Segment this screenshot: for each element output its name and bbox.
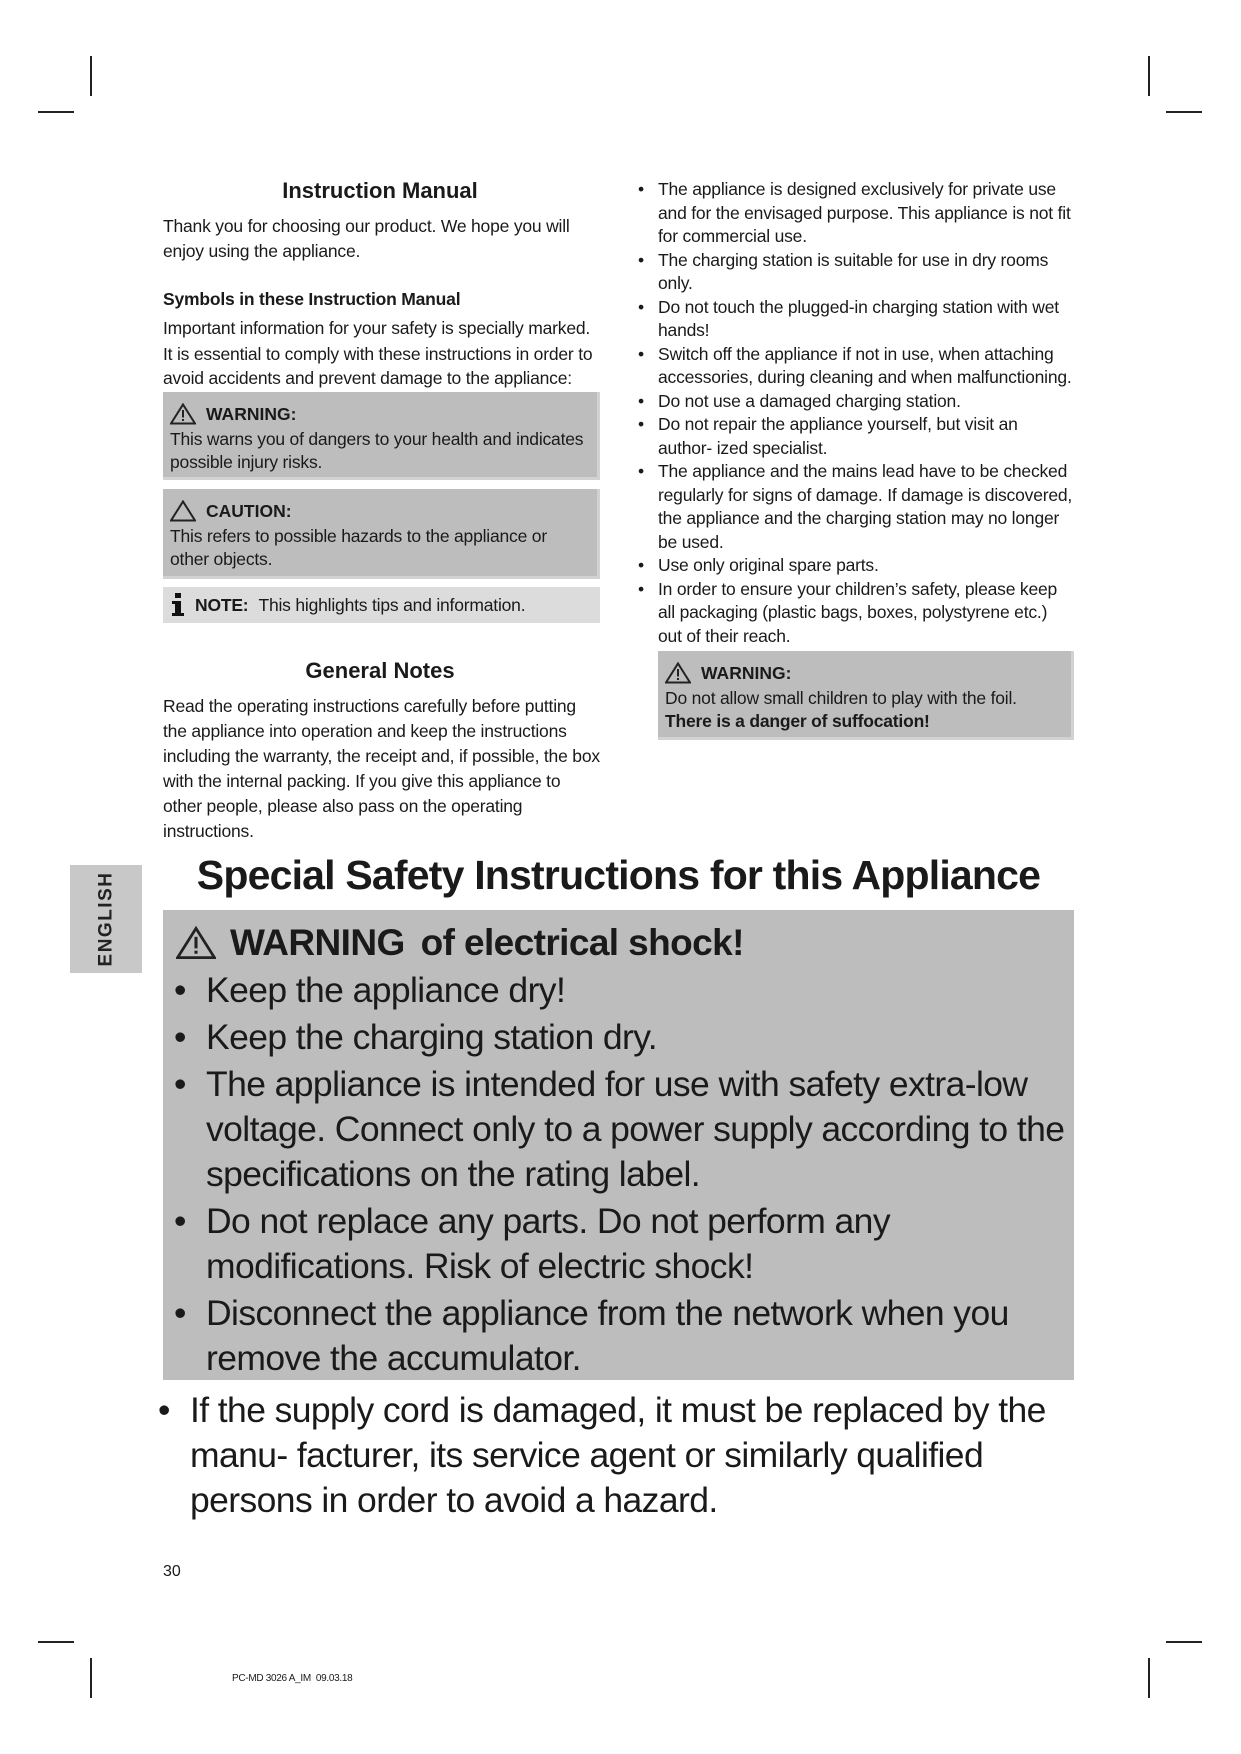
- electrical-warning-heading: [176, 922, 744, 964]
- foil-warning-line1: Do not allow small children to play with the foil.: [665, 688, 1017, 708]
- list-item: • Use only original spare parts.: [633, 554, 1073, 578]
- list-item: • Do not replace any parts. Do not perform any modifications. Risk of electric shock!: [166, 1199, 1071, 1289]
- crop-mark: [1148, 56, 1150, 96]
- list-item: • Keep the charging station dry.: [166, 1015, 1071, 1060]
- warning-triangle-icon: [665, 662, 691, 684]
- foil-warning-label: WARNING:: [701, 662, 792, 683]
- list-item: • The appliance and the mains lead have to be checked regularly for signs of damage. If damage is discovered, the appliance and the charging station may no longer be used.: [633, 460, 1073, 554]
- list-item: • Do not touch the plugged-in charging station with wet hands!: [633, 296, 1073, 343]
- electrical-warning-list: [166, 968, 1071, 1383]
- symbols-heading: Symbols in these Instruction Manual: [163, 289, 461, 309]
- warning-text: This warns you of dangers to your health and indicates possible injury risks.: [170, 429, 584, 472]
- list-item: • Do not repair the appliance yourself, but visit an author- ized specialist.: [633, 413, 1073, 460]
- list-item: • The appliance is designed exclusively for private use and for the envisaged purpose. This appliance is not fit for commercial use.: [633, 178, 1073, 249]
- electrical-warning-label: WARNING: [230, 922, 405, 963]
- intro-thanks: Thank you for choosing our product. We hope you will enjoy using the appliance.: [163, 216, 570, 261]
- crop-mark: [1166, 111, 1202, 113]
- language-label: ENGLISH: [95, 871, 117, 967]
- warning-triangle-icon: [170, 403, 196, 425]
- electrical-warning-box: [163, 910, 1074, 1380]
- electrical-warning-suffix: of electrical shock!: [420, 922, 744, 963]
- list-item: • Switch off the appliance if not in use, when attaching accessories, during cleaning and when malfunctioning.: [633, 343, 1073, 390]
- note-text: This highlights tips and information.: [258, 594, 526, 615]
- symbols-line1: Important information for your safety is specially marked.: [163, 318, 591, 338]
- list-item: • Disconnect the appliance from the network when you remove the accumulator.: [166, 1291, 1071, 1381]
- special-safety-title: Special Safety Instructions for this Appliance: [196, 852, 1041, 898]
- info-icon: [171, 593, 185, 617]
- crop-mark: [38, 1641, 74, 1643]
- note-label: NOTE:: [195, 594, 249, 615]
- list-item: • Do not use a damaged charging station.: [633, 390, 1073, 414]
- caution-triangle-icon: [170, 500, 196, 522]
- caution-text: This refers to possible hazards to the appliance or other objects.: [170, 526, 547, 569]
- warning-box: [163, 392, 600, 480]
- language-tab: [70, 865, 142, 973]
- crop-mark: [90, 1658, 92, 1698]
- list-item: • The charging station is suitable for use in dry rooms only.: [633, 249, 1073, 296]
- list-item: • In order to ensure your children’s safety, please keep all packaging (plastic bags, boxes, polystyrene etc.) out of their reach.: [633, 578, 1073, 649]
- general-notes-text: Read the operating instructions carefully before putting the appliance into operation and keep the instructions including the warranty, the receipt and, if possible, the box with the internal packing. If you give this appliance to other people, please also pass on the operating instructions.: [163, 696, 600, 841]
- crop-mark: [1148, 1658, 1150, 1698]
- safety-bullet-list: [633, 178, 1073, 648]
- symbols-line2: It is essential to comply with these instructions in order to avoid accidents and prevent damage to the appliance:: [163, 344, 593, 388]
- supply-cord-list: [150, 1388, 1080, 1525]
- crop-mark: [90, 56, 92, 96]
- caution-label: CAUTION:: [206, 500, 292, 521]
- list-item: • If the supply cord is damaged, it must be replaced by the manu- facturer, its service agent or similarly qualified persons in order to avoid a hazard.: [150, 1388, 1080, 1523]
- foil-warning-box: [658, 651, 1074, 740]
- caution-box: [163, 489, 600, 579]
- footer-code: PC-MD 3026 A_IM 09.03.18: [232, 1673, 353, 1684]
- general-notes-title: General Notes: [305, 658, 455, 683]
- manual-title: Instruction Manual: [282, 178, 478, 203]
- warning-label: WARNING:: [206, 403, 297, 424]
- foil-warning-line2: There is a danger of suffocation!: [665, 711, 930, 731]
- crop-mark: [1166, 1641, 1202, 1643]
- warning-triangle-icon: [176, 926, 216, 960]
- page-number: 30: [163, 1563, 181, 1580]
- list-item: • The appliance is intended for use with safety extra-low voltage. Connect only to a power supply according to the specifications on the rating label.: [166, 1062, 1071, 1197]
- note-box: [163, 587, 600, 623]
- crop-mark: [38, 111, 74, 113]
- list-item: • Keep the appliance dry!: [166, 968, 1071, 1013]
